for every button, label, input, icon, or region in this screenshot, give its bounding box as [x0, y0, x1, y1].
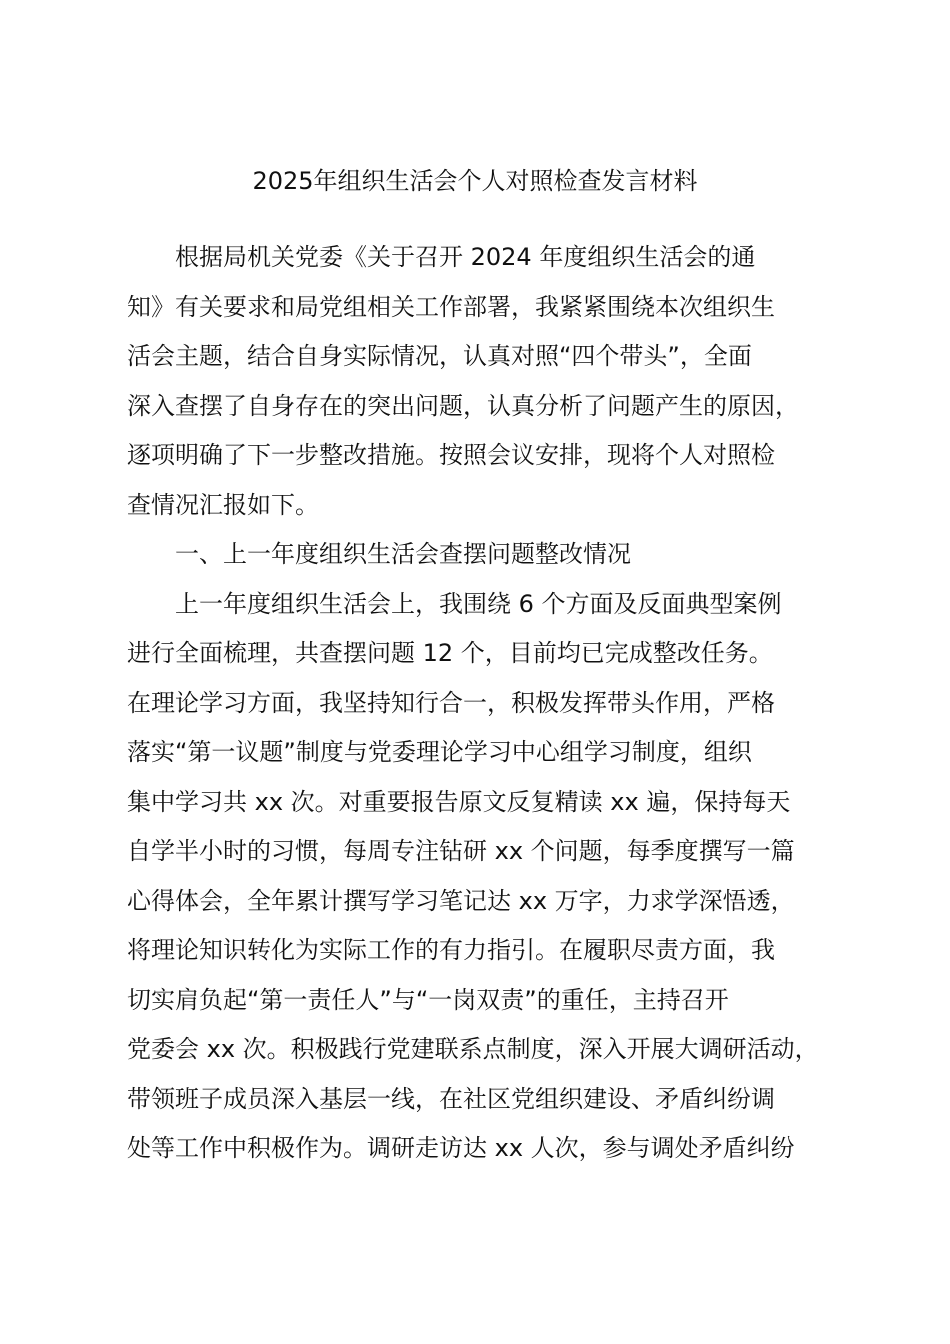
document-body	[127, 233, 835, 1174]
paragraph-line: 带领班子成员深入基层一线，在社区党组织建设、矛盾纠纷调	[127, 1084, 775, 1113]
paragraph-line: 根据局机关党委《关于召开 2024 年度组织生活会的通	[175, 243, 756, 271]
paragraph-line: 知》有关要求和局党组相关工作部署，我紧紧围绕本次组织生	[127, 292, 775, 321]
paragraph-line: 切实肩负起“第一责任人”与“一岗双责”的重任，主持召开	[127, 985, 729, 1014]
paragraph-line: 深入查摆了自身存在的突出问题，认真分析了问题产生的原因，	[127, 391, 799, 420]
paragraph-line: 落实“第一议题”制度与党委理论学习中心组学习制度，组织	[127, 738, 752, 766]
paragraph-line: 集中学习共 xx 次。对重要报告原文反复精读 xx 遍，保持每天	[127, 787, 791, 816]
paragraph-line: 上一年度组织生活会上，我围绕 6 个方面及反面典型案例	[175, 589, 782, 618]
paragraph-line: 将理论知识转化为实际工作的有力指引。在履职尽责方面，我	[127, 936, 775, 964]
paragraph-line: 党委会 xx 次。积极践行党建联系点制度，深入开展大调研活动，	[127, 1035, 819, 1063]
paragraph-line: 活会主题，结合自身实际情况，认真对照“四个带头”，全面	[127, 342, 752, 370]
paragraph-line: 查情况汇报如下。	[127, 490, 319, 519]
paragraph-line: 心得体会，全年累计撰写学习笔记达 xx 万字，力求学深悟透，	[127, 886, 795, 915]
paragraph-line: 处等工作中积极作为。调研走访达 xx 人次，参与调处矛盾纠纷	[127, 1134, 795, 1162]
document-title: 2025年组织生活会个人对照检查发言材料	[252, 167, 698, 195]
paragraph-line: 进行全面梳理，共查摆问题 12 个，目前均已完成整改任务。	[127, 639, 773, 667]
section-heading: 一、上一年度组织生活会查摆问题整改情况	[175, 540, 631, 568]
paragraph-line: 逐项明确了下一步整改措施。按照会议安排，现将个人对照检	[127, 441, 775, 469]
paragraph-line: 自学半小时的习惯，每周专注钻研 xx 个问题，每季度撰写一篇	[127, 837, 795, 865]
paragraph-line: 在理论学习方面，我坚持知行合一，积极发挥带头作用，严格	[127, 688, 775, 717]
